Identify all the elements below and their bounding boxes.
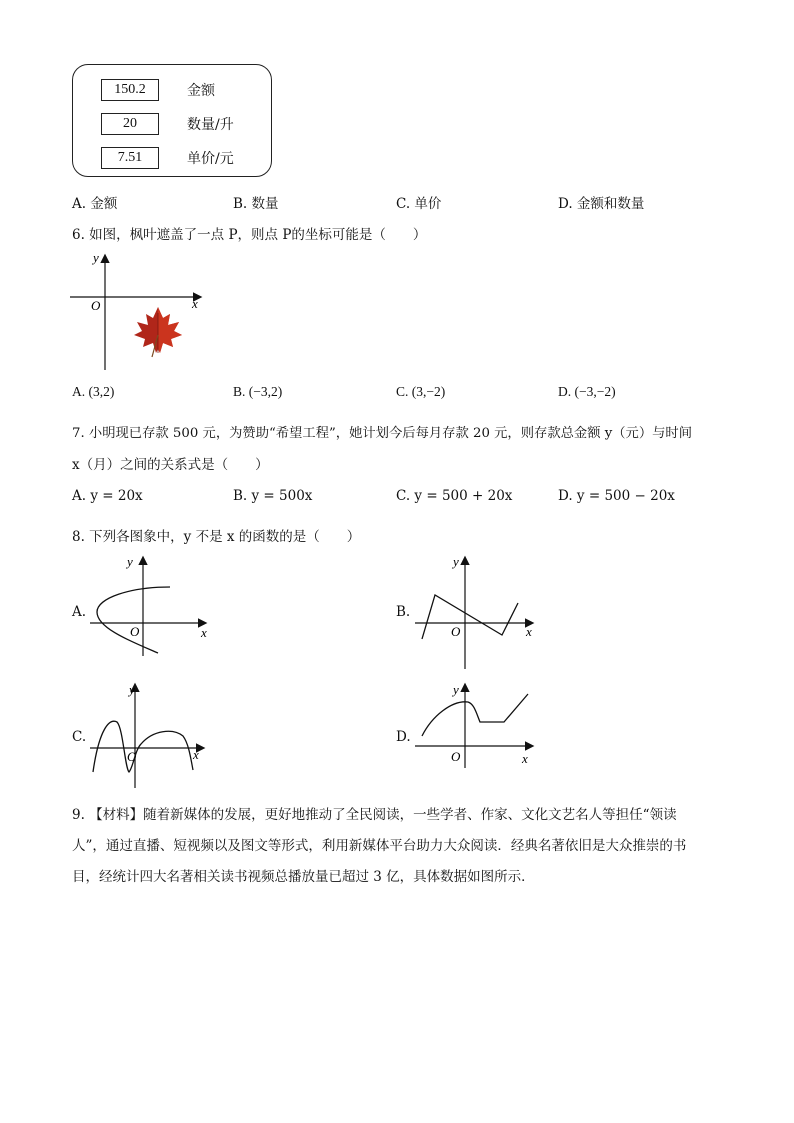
x-axis-label: x — [192, 296, 198, 311]
origin-label: O — [130, 624, 140, 639]
q6-option-a[interactable]: A. (3,2) — [72, 384, 115, 399]
q6-coordinate-figure — [60, 248, 210, 373]
q8-graph-d — [410, 680, 545, 770]
pump-value-box: 150.2 — [101, 79, 159, 101]
q7-option-b[interactable]: B. y = 500x — [233, 488, 313, 504]
origin-label: O — [91, 298, 101, 313]
q7-option-c[interactable]: C. y = 500 + 20x — [396, 488, 513, 504]
q8-stem: 8. 下列各图象中，y 不是 x 的函数的是（ ） — [72, 529, 361, 545]
y-axis-label: y — [129, 682, 135, 697]
pump-label: 单价/元 — [187, 151, 234, 167]
curve — [97, 587, 170, 653]
x-axis-label: x — [201, 625, 207, 640]
origin-label: O — [451, 749, 461, 764]
origin-label: O — [451, 624, 461, 639]
q7-option-a[interactable]: A. y = 20x — [72, 488, 143, 504]
q5-option-c[interactable]: C. 单价 — [396, 196, 442, 212]
q8-graph-c — [85, 680, 215, 790]
pump-row-unit-price — [101, 147, 234, 169]
x-axis-label: x — [193, 747, 199, 762]
q9-line: 目，经统计四大名著相关读书视频总播放量已超过 3 亿，具体数据如图所示． — [72, 869, 535, 885]
maple-leaf-icon — [134, 307, 182, 357]
pump-row-amount — [101, 79, 215, 101]
y-axis-label: y — [453, 682, 459, 697]
pump-value-box: 7.51 — [101, 147, 159, 169]
pump-label: 数量/升 — [187, 117, 234, 133]
q6-option-c[interactable]: C. (3,−2) — [396, 384, 446, 399]
x-axis-label: x — [522, 751, 528, 766]
q9-paragraph — [72, 800, 722, 893]
fuel-pump-display — [72, 64, 272, 177]
q5-option-a[interactable]: A. 金额 — [72, 196, 118, 212]
curve — [422, 595, 518, 639]
q6-option-d[interactable]: D. (−3,−2) — [558, 384, 616, 399]
q8-option-d-label[interactable]: D. — [396, 729, 411, 745]
q9-line: 9. 【材料】随着新媒体的发展，更好地推动了全民阅读，一些学者、作家、文化文艺名人等担任“领读 — [72, 807, 677, 823]
y-axis-label: y — [453, 554, 459, 569]
q8-option-c-label[interactable]: C. — [72, 729, 87, 745]
q8-graph-a — [85, 553, 220, 658]
x-axis-label: x — [526, 624, 532, 639]
pump-row-quantity — [101, 113, 234, 135]
q8-option-a-label[interactable]: A. — [72, 604, 87, 620]
curve — [422, 694, 528, 736]
q7-stem-line2: x（月）之间的关系式是（ ） — [72, 457, 269, 473]
q9-line: 人”，通过直播、短视频以及图文等形式，利用新媒体平台助力大众阅读．经典名著依旧是大众推崇的书 — [72, 838, 687, 854]
pump-label: 金额 — [187, 83, 215, 99]
q6-stem: 6. 如图，枫叶遮盖了一点 P，则点 P的坐标可能是（ ） — [72, 227, 427, 243]
q6-option-b[interactable]: B. (−3,2) — [233, 384, 283, 399]
curve — [93, 721, 193, 772]
q8-graph-b — [410, 553, 545, 673]
q7-option-d[interactable]: D. y = 500 − 20x — [558, 488, 675, 504]
origin-label: O — [127, 749, 137, 764]
y-axis-label: y — [127, 554, 133, 569]
q5-option-d[interactable]: D. 金额和数量 — [558, 196, 645, 212]
q7-stem-line1: 7. 小明现已存款 500 元，为赞助“希望工程”，她计划今后每月存款 20 元，则存款总金额 y（元）与时间 — [72, 426, 693, 441]
y-axis-label: y — [93, 250, 99, 265]
q5-option-b[interactable]: B. 数量 — [233, 196, 279, 212]
pump-value-box: 20 — [101, 113, 159, 135]
q8-option-b-label[interactable]: B. — [396, 604, 411, 620]
